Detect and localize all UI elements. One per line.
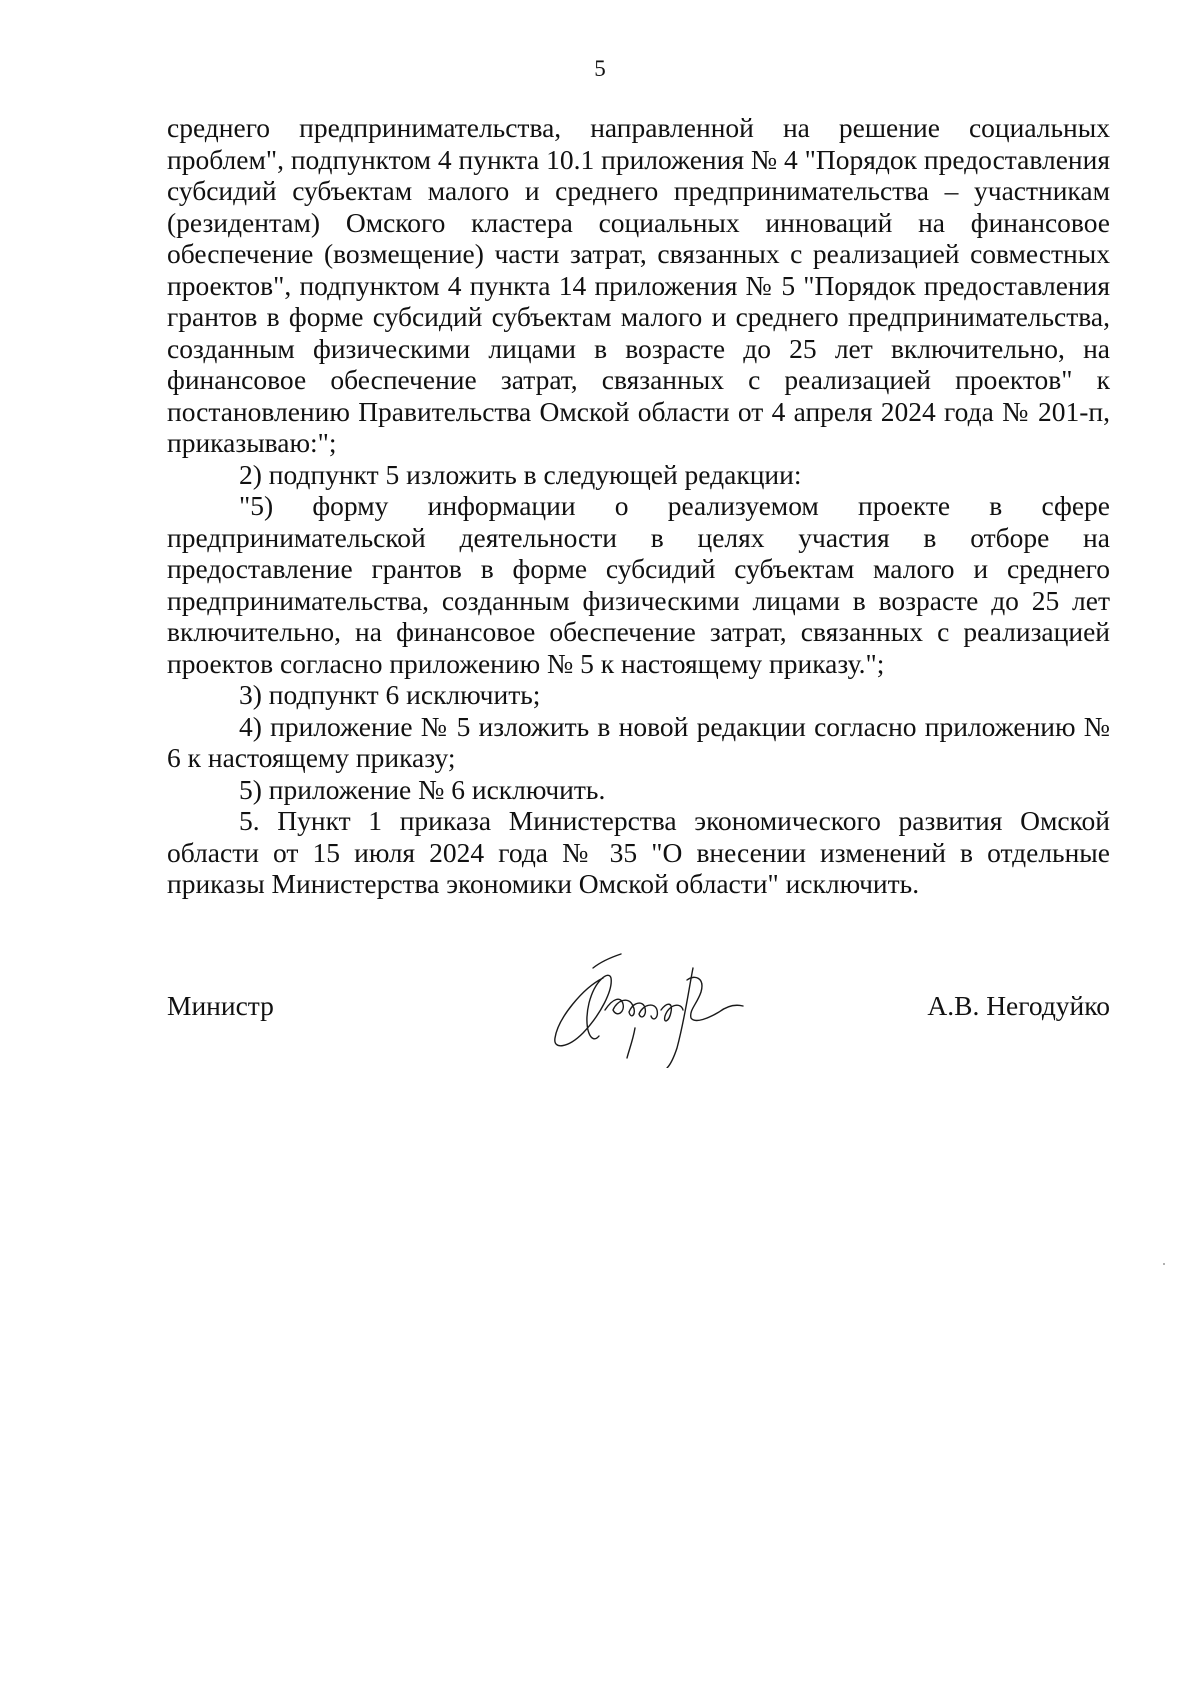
signatory-title: Министр [167, 990, 274, 1021]
paragraph-continuation: среднего предпринимательства, направленной на решение социальных проблем", подпунктом 4 пункта 10.1 приложения № 4 "Порядок предоставления субсидий субъектам малого и среднего предпринимательства – участникам (резидентам) Омского кластера социальных инноваций на финансовое обеспечение (возмещение) части затрат, связанных с реализацией совместных проектов", подпунктом 4 пункта 14 приложения № 5 "Порядок предоставления грантов в форме субсидий субъектам малого и среднего предпринимательства, созданным физическими лицами в возрасте до 25 лет включительно, на финансовое обеспечение затрат, связанных с реализацией проектов" к постановлению Правительства Омской области от 4 апреля 2024 года № 201-п, приказываю:"; [167, 112, 1110, 458]
paragraph-item-5: 5) приложение № 6 исключить. [239, 773, 606, 805]
paragraph-point-5: 5. Пункт 1 приказа Министерства экономического развития Омской области от 15 июля 2024 года № 35 "О внесении изменений в отдельные приказы Министерства экономики Омской области" исключить. [167, 805, 1110, 899]
paragraph-item-4: 4) приложение № 5 изложить в новой редакции согласно приложению № 6 к настоящему приказу; [167, 710, 1110, 773]
handwritten-signature [543, 948, 758, 1068]
document-body [167, 112, 1110, 900]
signatory-name: А.В. Негодуйко [927, 990, 1110, 1021]
paragraph-item-3: 3) подпункт 6 исключить; [239, 679, 541, 710]
paragraph-item-2: 2) подпункт 5 изложить в следующей редакции: [239, 458, 802, 490]
paragraph-quoted-item-5: "5) форму информации о реализуемом проекте в сфере предпринимательской деятельности в целях участия в отборе на предоставление грантов в форме субсидий субъектам малого и среднего предпринимательства, созданным физическими лицами в возрасте до 25 лет включительно, на финансовое обеспечение затрат, связанных с реализацией проектов согласно приложению № 5 к настоящему приказу."; [167, 490, 1110, 679]
scan-speck [1163, 1263, 1165, 1265]
page-number: 5 [594, 56, 606, 81]
